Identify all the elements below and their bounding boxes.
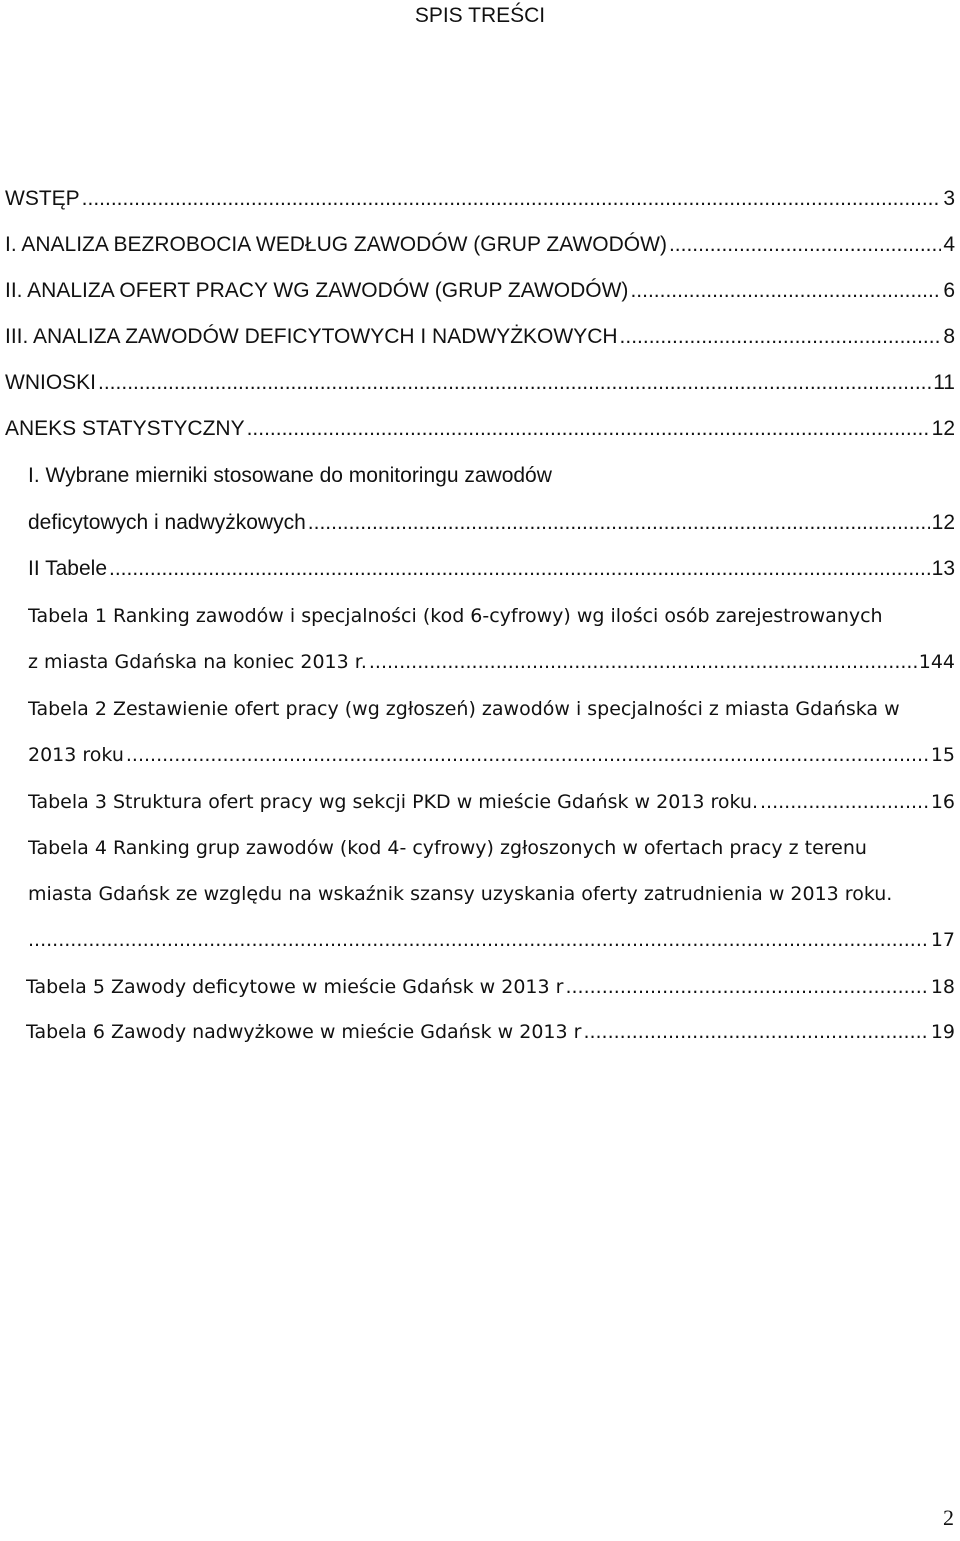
toc-entry-text: ANEKS STATYSTYCZNY [5,417,245,440]
toc-entry-tabela-4-line1[interactable] [28,835,955,861]
page-title: SPIS TREŚCI [414,4,546,27]
toc-page-number: 11 [933,371,955,394]
toc-page-number: 3 [943,187,955,210]
toc-entry-tabela-4[interactable] [28,927,955,953]
toc-page-number: 6 [943,279,955,302]
toc-entry-mierniki[interactable] [28,510,955,536]
toc-dot-leader [583,1019,928,1045]
toc-entry-wnioski[interactable] [5,370,955,396]
toc-page-number: 144 [918,651,955,673]
toc-entry-text: Tabela 2 Zestawienie ofert pracy (wg zgłoszeń) zawodów i specjalności z miasta Gdańska w [28,698,900,720]
toc-entry-tabela-6[interactable] [26,1019,955,1045]
toc-page-number: 19 [930,1021,955,1043]
toc-dot-leader [760,789,929,815]
toc-entry-text: WSTĘP [5,187,80,210]
toc-entry-text: Tabela 5 Zawody deficytowe w mieście Gdańsk w 2013 r [26,976,564,998]
toc-entry-text: Tabela 6 Zawody nadwyżkowe w mieście Gdańsk w 2013 r [26,1021,582,1043]
toc-entry-analiza-zawodow-deficytowych[interactable] [5,324,955,350]
toc-page-number: 12 [931,511,955,534]
toc-page-number: 13 [931,557,955,580]
toc-dot-leader [669,232,941,258]
toc-entry-tabela-2[interactable] [28,742,955,768]
toc-page-number: 15 [930,744,955,766]
toc-entry-tabela-3[interactable] [28,789,955,815]
toc-entry-text: Tabela 4 Ranking grup zawodów (kod 4- cyfrowy) zgłoszonych w ofertach pracy z terenu [28,837,867,859]
page-number: 2 [943,1505,954,1530]
toc-entry-tabela-2-line1[interactable] [28,696,955,722]
toc-entry-text: deficytowych i nadwyżkowych [28,511,306,534]
toc-page-number: 12 [931,417,955,440]
toc-entry-text: Tabela 1 Ranking zawodów i specjalności (kod 6-cyfrowy) wg ilości osób zarejestrowanych [28,605,883,627]
toc-entry-aneks-statystyczny[interactable] [5,416,955,442]
toc-entry-text: 2013 roku [28,744,124,766]
toc-entry-analiza-ofert[interactable] [5,278,955,304]
toc-dot-leader [308,510,930,536]
toc-dot-leader [28,927,929,953]
toc-page-number: 8 [943,325,955,348]
toc-entry-text: II Tabele [28,557,108,580]
toc-page-number: 17 [930,929,955,951]
toc-page-number: 16 [930,791,955,813]
toc-entry-text: z miasta Gdańska na koniec 2013 r. [28,651,367,673]
toc-entry-text: III. ANALIZA ZAWODÓW DEFICYTOWYCH I NADWYŻKOWYCH [5,325,618,348]
toc-entry-mierniki-line1[interactable] [28,463,955,489]
toc-entry-text: I. Wybrane mierniki stosowane do monitoringu zawodów [28,464,552,487]
toc-entry-tabela-1-line1[interactable] [28,603,955,629]
toc-dot-leader [630,278,941,304]
toc-dot-leader [98,370,931,396]
toc-entry-text: WNIOSKI [5,371,97,394]
toc-dot-leader [247,416,930,442]
toc-entry-text: II. ANALIZA OFERT PRACY WG ZAWODÓW (GRUP ZAWODÓW) [5,279,629,302]
toc-dot-leader [565,974,928,1000]
toc-entry-tabela-4-line2[interactable] [28,881,955,907]
toc-entry-analiza-bezrobocia[interactable] [5,232,955,258]
toc-entry-wstep[interactable] [5,186,955,212]
toc-dot-leader [126,742,929,768]
toc-entry-text: miasta Gdańsk ze względu na wskaźnik szansy uzyskania oferty zatrudnienia w 2013 roku. [28,883,893,905]
toc-dot-leader [620,324,942,350]
toc-entry-tabela-5[interactable] [26,974,955,1000]
toc-entry-tabele[interactable] [28,556,955,582]
toc-entry-tabela-1[interactable] [28,649,955,675]
toc-page-number: 18 [930,976,955,998]
toc-page-number: 4 [943,233,955,256]
toc-entry-text: I. ANALIZA BEZROBOCIA WEDŁUG ZAWODÓW (GRUP ZAWODÓW) [5,233,667,256]
toc-entry-text: Tabela 3 Struktura ofert pracy wg sekcji PKD w mieście Gdańsk w 2013 roku. [28,791,759,813]
toc-dot-leader [82,186,942,212]
toc-dot-leader [369,649,917,675]
toc-dot-leader [109,556,930,582]
